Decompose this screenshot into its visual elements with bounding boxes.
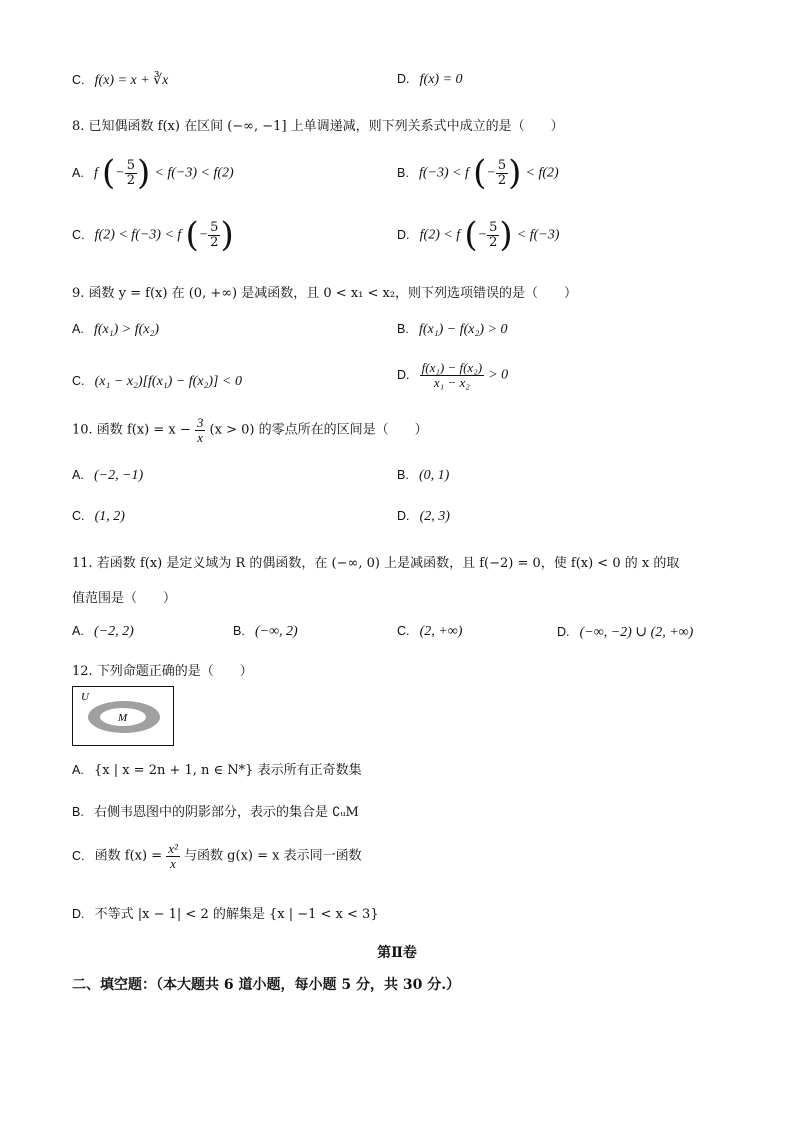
option-label: A.: [72, 624, 84, 638]
q8-stem: 8. 已知偶函数 f(x) 在区间 (−∞, −1] 上单调递减，则下列关系式中成立的是（ ）: [72, 119, 564, 134]
option-label: D.: [72, 907, 85, 921]
q8-option-d[interactable]: [397, 215, 560, 255]
q12-option-a[interactable]: [72, 759, 362, 778]
q12-option-d[interactable]: [72, 903, 379, 922]
paren-open: (: [473, 153, 487, 193]
part-title: 第Ⅱ卷: [377, 945, 417, 961]
option-expression: (1, 2): [94, 509, 125, 524]
venn-diagram: [72, 686, 174, 746]
option-expression: (−∞, 2): [254, 624, 298, 639]
option-prefix: f(2) < f: [419, 227, 461, 243]
fraction: $\frac{5}{2}$: [210, 219, 219, 250]
option-suffix: 与函数 g(x) = x 表示同一函数: [184, 848, 362, 864]
q8-option-a[interactable]: [72, 153, 234, 193]
option-label: B.: [397, 468, 409, 482]
q12-option-c[interactable]: [72, 842, 362, 870]
fraction: $\frac{5}{2}$: [126, 157, 135, 188]
q10-stem: [72, 416, 428, 444]
frac-sign: −: [477, 227, 488, 243]
option-expression: 不等式 |x − 1| < 2 的解集是 {x | −1 < x < 3}: [94, 907, 379, 922]
option-expression: f(x₁) > f(x₂): [93, 322, 159, 337]
option-label: A.: [72, 165, 84, 180]
q9-option-b[interactable]: [397, 322, 507, 338]
frac-sign: −: [198, 227, 209, 243]
option-expression: f(x) = 0: [419, 72, 463, 87]
option-label: B.: [233, 624, 245, 638]
frac-sign: −: [115, 165, 125, 181]
stem-prefix: 10. 函数 f(x) = x −: [72, 422, 191, 438]
q10-option-d[interactable]: [397, 509, 450, 525]
paren-open: (: [101, 153, 116, 193]
q8-option-c[interactable]: [72, 215, 234, 255]
option-expression: f(x) = x + ∛x: [94, 73, 169, 88]
q11-option-d[interactable]: [557, 624, 693, 641]
option-suffix: < f(−3) < f(2): [154, 165, 234, 181]
q9-option-c[interactable]: [72, 374, 242, 390]
venn-label-m: M: [118, 712, 128, 724]
option-prefix: f(2) < f(−3) < f: [94, 227, 182, 243]
option-label: A.: [72, 763, 84, 777]
q12-option-b[interactable]: [72, 801, 359, 820]
paren-close: ): [136, 153, 151, 193]
option-suffix: > 0: [488, 367, 509, 383]
option-expression: (0, 1): [418, 468, 450, 483]
q11-option-a[interactable]: [72, 624, 134, 640]
option-label: D.: [397, 509, 410, 523]
q8-option-b[interactable]: [397, 153, 559, 193]
venn-label-u: U: [81, 691, 89, 703]
option-label: C.: [72, 848, 85, 863]
paren-open: (: [185, 215, 199, 255]
option-label: C.: [72, 374, 85, 388]
option-label: B.: [397, 165, 409, 180]
section-heading: 二、填空题：（本大题共 6 道小题，每小题 5 分，共 30 分.）: [72, 977, 461, 993]
q7-option-d[interactable]: [397, 72, 463, 88]
option-expression: f(x₁) − f(x₂) > 0: [418, 322, 508, 337]
q11-stem-line2: 值范围是（ ）: [72, 591, 177, 606]
option-prefix: f(−3) < f: [418, 165, 469, 181]
option-label: D.: [397, 72, 410, 86]
q11-option-c[interactable]: [397, 624, 462, 640]
option-label: C.: [72, 509, 85, 523]
fraction: $\frac{\text{f(x₁) − f(x₂)}}{\text{x₁ − x₂}}$: [421, 360, 483, 390]
paren-close: ): [508, 153, 522, 193]
option-expression: (2, 3): [419, 509, 450, 524]
option-prefix: 函数 f(x) =: [94, 848, 163, 864]
option-expression: {x | x = 2n + 1, n ∈ N*} 表示所有正奇数集: [93, 763, 362, 778]
q9-option-d[interactable]: [397, 361, 508, 389]
q10-option-b[interactable]: [397, 468, 449, 484]
q9-stem: 9. 函数 y = f(x) 在 (0, +∞) 是减函数，且 0 < x₁ < x₂，则下列选项错误的是（ ）: [72, 286, 578, 301]
fraction: $\frac{5}{2}$: [497, 157, 507, 188]
option-label: B.: [72, 805, 84, 819]
option-expression: (x₁ − x₂)[f(x₁) − f(x₂)] < 0: [94, 374, 242, 389]
option-suffix: < f(−3): [516, 227, 560, 243]
q10-option-c[interactable]: [72, 509, 125, 525]
paren-open: (: [464, 215, 478, 255]
q12-stem: 12. 下列命题正确的是（ ）: [72, 664, 253, 679]
q7-option-c[interactable]: [72, 72, 168, 89]
option-label: A.: [72, 322, 84, 336]
q11-stem-line1: 11. 若函数 f(x) 是定义域为 R 的偶函数，在 (−∞, 0) 上是减函数，且 f(−2) = 0，使 f(x) < 0 的 x 的取: [72, 556, 680, 571]
option-expression: (−2, 2): [93, 624, 134, 639]
option-label: C.: [397, 624, 410, 638]
q9-option-a[interactable]: [72, 322, 159, 338]
option-label: D.: [557, 625, 570, 639]
q10-option-a[interactable]: [72, 468, 143, 484]
option-label: D.: [397, 227, 410, 242]
option-label: A.: [72, 468, 84, 482]
stem-suffix: (x > 0) 的零点所在的区间是（ ）: [209, 422, 428, 438]
option-label: C.: [72, 73, 85, 87]
fraction: $\frac{3}{x}$: [196, 415, 204, 445]
frac-sign: −: [486, 165, 496, 181]
fraction: $\frac{\text{x²}}{x}$: [168, 841, 178, 871]
option-expression: (−∞, −2) ∪ (2, +∞): [579, 625, 694, 640]
option-suffix: < f(2): [525, 165, 559, 181]
venn-svg: [73, 687, 173, 745]
option-label: B.: [397, 322, 409, 336]
option-expression: (2, +∞): [419, 624, 463, 639]
paren-close: ): [220, 215, 234, 255]
paren-close: ): [499, 215, 513, 255]
q11-option-b[interactable]: [233, 624, 298, 640]
option-label: D.: [397, 367, 410, 382]
option-label: C.: [72, 227, 85, 242]
option-expression: (−2, −1): [93, 468, 144, 483]
option-prefix: f: [93, 165, 98, 181]
option-expression: 右侧韦恩图中的阴影部分，表示的集合是 ∁ᵤM: [93, 805, 359, 820]
fraction: $\frac{5}{2}$: [489, 219, 498, 250]
